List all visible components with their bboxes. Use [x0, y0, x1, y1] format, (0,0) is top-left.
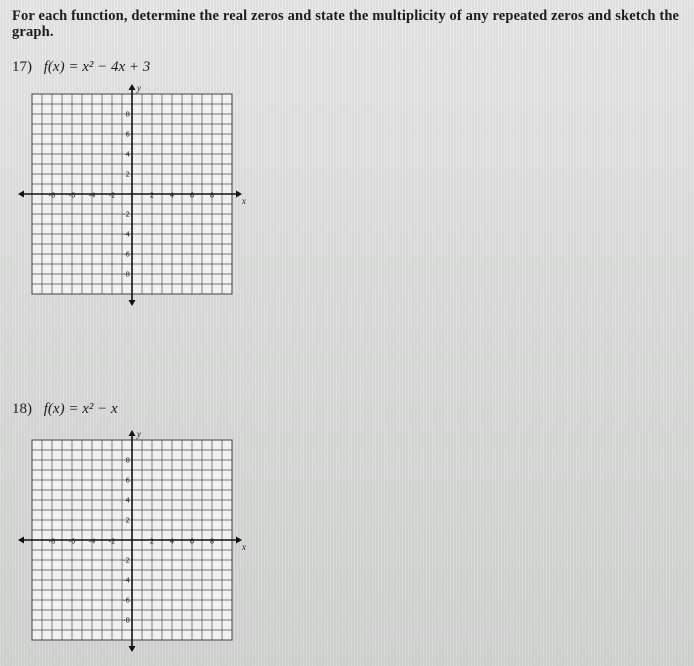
x-tick-label: -4	[88, 537, 96, 546]
y-tick-label: 8	[125, 456, 130, 465]
y-axis-label: y	[137, 429, 141, 439]
y-axis-up-arrow-icon	[129, 84, 136, 90]
x-tick-label: -8	[48, 537, 56, 546]
x-axis-label: x	[242, 196, 246, 206]
instructions-text: For each function, determine the real zeros and state the multiplicity of any repeated zeros and sketch the graph.	[12, 8, 680, 40]
x-tick-label: -6	[68, 191, 76, 200]
problem-17-label	[12, 59, 150, 76]
y-tick-label: -2	[123, 556, 130, 565]
y-tick-label: -2	[123, 210, 130, 219]
x-tick-label: 8	[209, 537, 215, 546]
coordinate-grid-17[interactable]	[10, 82, 250, 312]
y-axis-label: y	[137, 83, 141, 93]
y-axis-up-arrow-icon	[129, 430, 136, 436]
y-tick-label: 6	[125, 130, 130, 139]
problem-number: 17)	[12, 59, 32, 75]
y-tick-label: 8	[125, 110, 130, 119]
x-tick-label: 8	[209, 191, 215, 200]
problem-18-label	[12, 401, 118, 418]
x-tick-label: -8	[48, 191, 56, 200]
x-tick-label: 4	[169, 537, 175, 546]
x-tick-label: 6	[189, 191, 195, 200]
problem-function: f(x) = x² − 4x + 3	[43, 59, 151, 75]
y-tick-label: -8	[123, 616, 130, 625]
x-tick-label: -4	[88, 191, 96, 200]
x-axis-left-arrow-icon	[18, 191, 24, 198]
x-tick-label: -2	[108, 537, 116, 546]
coordinate-grid-18[interactable]	[10, 428, 250, 658]
x-tick-label: 4	[169, 191, 175, 200]
y-axis-down-arrow-icon	[129, 300, 136, 306]
x-tick-label: 2	[149, 537, 155, 546]
y-tick-label: 2	[125, 516, 130, 525]
problem-function: f(x) = x² − x	[43, 401, 118, 417]
x-axis-label: x	[242, 542, 246, 552]
problem-number: 18)	[12, 401, 32, 417]
x-tick-label: -6	[68, 537, 76, 546]
y-tick-label: -8	[123, 270, 130, 279]
y-tick-label: 4	[125, 496, 130, 505]
y-axis-down-arrow-icon	[129, 646, 136, 652]
y-tick-label: -6	[123, 250, 130, 259]
x-tick-label: -2	[108, 191, 116, 200]
y-tick-label: -6	[123, 596, 130, 605]
x-tick-label: 2	[149, 191, 155, 200]
x-tick-label: 6	[189, 537, 195, 546]
y-tick-label: 2	[125, 170, 130, 179]
y-tick-label: -4	[123, 576, 130, 585]
y-tick-label: 6	[125, 476, 130, 485]
y-tick-label: -4	[123, 230, 130, 239]
x-axis-left-arrow-icon	[18, 537, 24, 544]
y-tick-label: 4	[125, 150, 130, 159]
